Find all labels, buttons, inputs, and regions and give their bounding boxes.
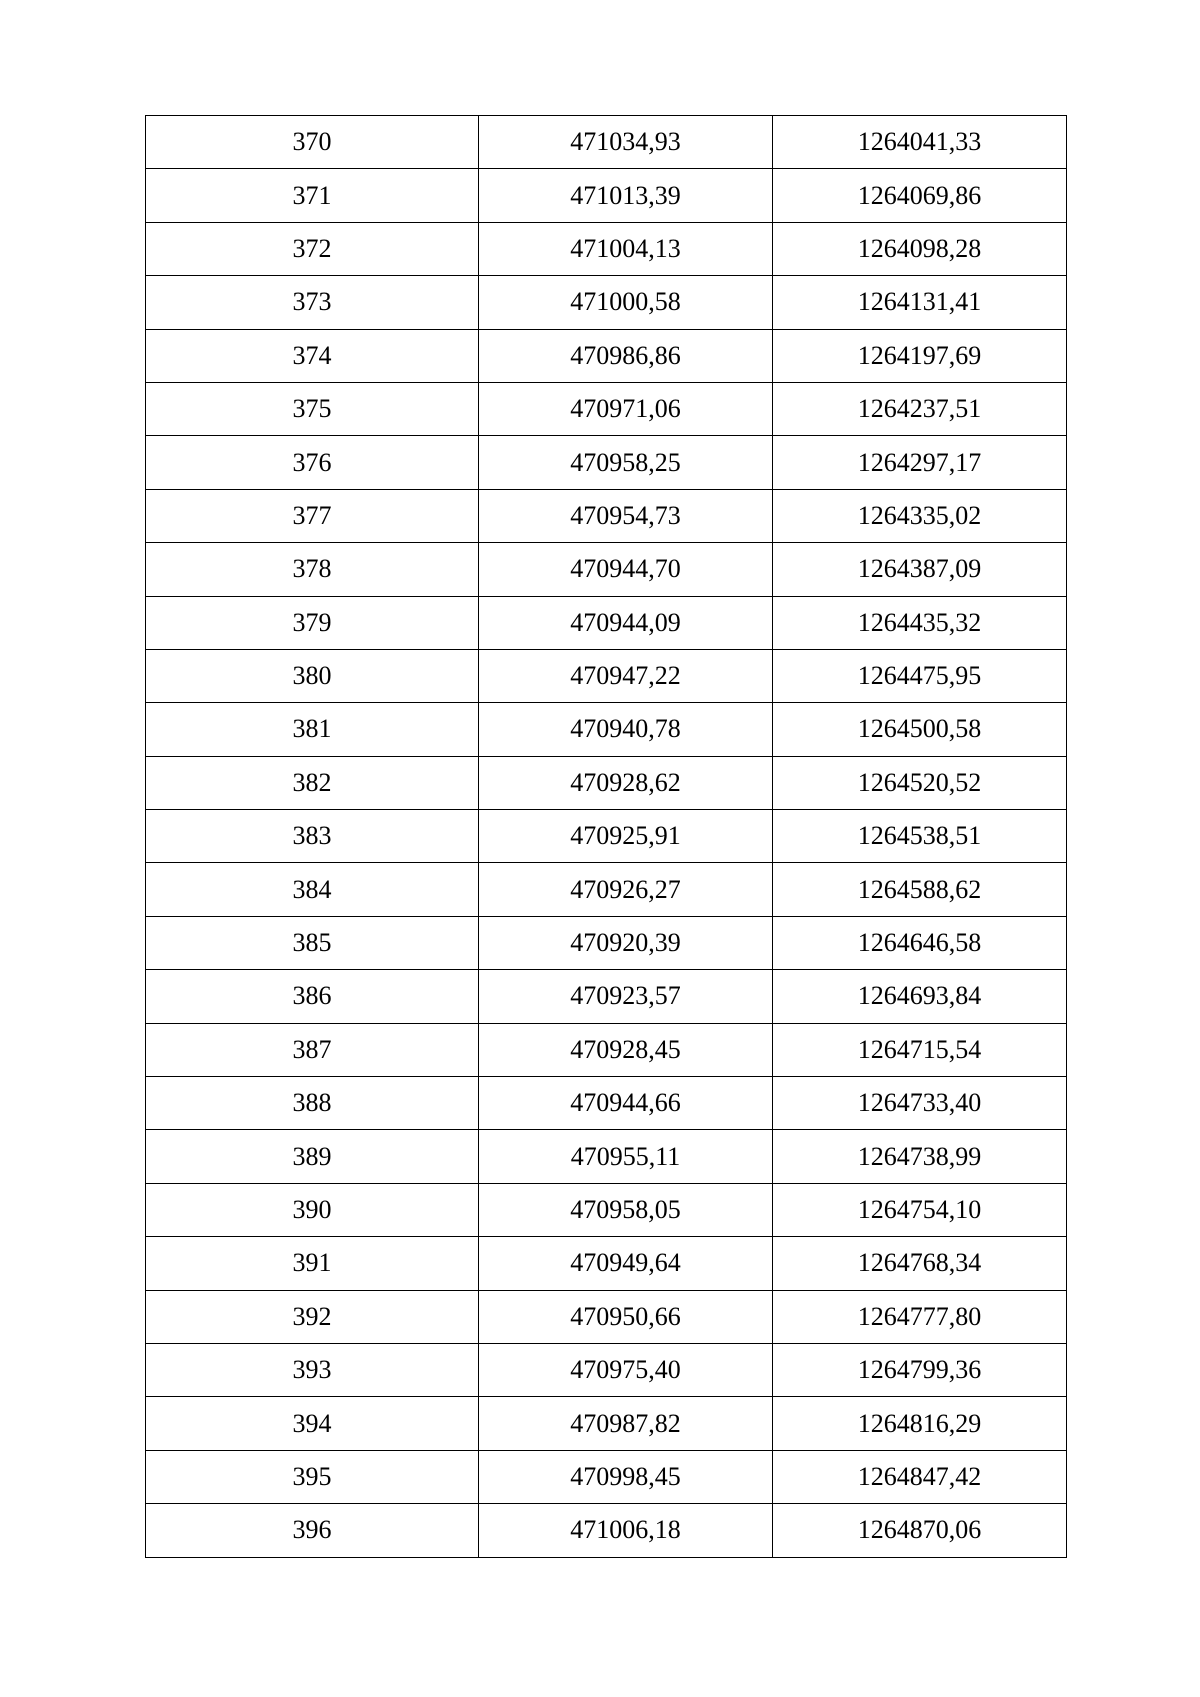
- table-row: [146, 276, 1067, 329]
- point-number-cell: 380: [146, 649, 479, 702]
- y-coordinate-cell: 1264733,40: [773, 1077, 1067, 1130]
- point-number-cell: 379: [146, 596, 479, 649]
- table-row: [146, 382, 1067, 435]
- point-number-cell: 375: [146, 382, 479, 435]
- y-coordinate-cell: 1264816,29: [773, 1397, 1067, 1450]
- table-row: [146, 1450, 1067, 1503]
- point-number-cell: 391: [146, 1237, 479, 1290]
- x-coordinate-cell: 471013,39: [479, 169, 773, 222]
- y-coordinate-cell: 1264387,09: [773, 543, 1067, 596]
- point-number-cell: 387: [146, 1023, 479, 1076]
- x-coordinate-cell: 471006,18: [479, 1504, 773, 1557]
- y-coordinate-cell: 1264754,10: [773, 1183, 1067, 1236]
- point-number-cell: 392: [146, 1290, 479, 1343]
- x-coordinate-cell: 470920,39: [479, 916, 773, 969]
- point-number-cell: 374: [146, 329, 479, 382]
- point-number-cell: 385: [146, 916, 479, 969]
- x-coordinate-cell: 470971,06: [479, 382, 773, 435]
- y-coordinate-cell: 1264715,54: [773, 1023, 1067, 1076]
- x-coordinate-cell: 470928,45: [479, 1023, 773, 1076]
- x-coordinate-cell: 470954,73: [479, 489, 773, 542]
- y-coordinate-cell: 1264646,58: [773, 916, 1067, 969]
- y-coordinate-cell: 1264738,99: [773, 1130, 1067, 1183]
- point-number-cell: 377: [146, 489, 479, 542]
- point-number-cell: 372: [146, 222, 479, 275]
- point-number-cell: 393: [146, 1343, 479, 1396]
- x-coordinate-cell: 470998,45: [479, 1450, 773, 1503]
- x-coordinate-cell: 470987,82: [479, 1397, 773, 1450]
- table-row: [146, 116, 1067, 169]
- table-row: [146, 1077, 1067, 1130]
- x-coordinate-cell: 470923,57: [479, 970, 773, 1023]
- point-number-cell: 395: [146, 1450, 479, 1503]
- table-row: [146, 1130, 1067, 1183]
- point-number-cell: 396: [146, 1504, 479, 1557]
- x-coordinate-cell: 470986,86: [479, 329, 773, 382]
- point-number-cell: 389: [146, 1130, 479, 1183]
- table-row: [146, 863, 1067, 916]
- point-number-cell: 386: [146, 970, 479, 1023]
- x-coordinate-cell: 470925,91: [479, 810, 773, 863]
- point-number-cell: 376: [146, 436, 479, 489]
- y-coordinate-cell: 1264538,51: [773, 810, 1067, 863]
- table-row: [146, 649, 1067, 702]
- point-number-cell: 378: [146, 543, 479, 596]
- y-coordinate-cell: 1264237,51: [773, 382, 1067, 435]
- x-coordinate-cell: 470926,27: [479, 863, 773, 916]
- x-coordinate-cell: 470944,66: [479, 1077, 773, 1130]
- y-coordinate-cell: 1264131,41: [773, 276, 1067, 329]
- table-row: [146, 756, 1067, 809]
- point-number-cell: 370: [146, 116, 479, 169]
- x-coordinate-cell: 470955,11: [479, 1130, 773, 1183]
- table-row: [146, 329, 1067, 382]
- table-row: [146, 1290, 1067, 1343]
- table-row: [146, 1023, 1067, 1076]
- y-coordinate-cell: 1264768,34: [773, 1237, 1067, 1290]
- y-coordinate-cell: 1264588,62: [773, 863, 1067, 916]
- x-coordinate-cell: 470947,22: [479, 649, 773, 702]
- point-number-cell: 373: [146, 276, 479, 329]
- table-row: [146, 1183, 1067, 1236]
- y-coordinate-cell: 1264520,52: [773, 756, 1067, 809]
- x-coordinate-cell: 470949,64: [479, 1237, 773, 1290]
- table-row: [146, 703, 1067, 756]
- table-row: [146, 1237, 1067, 1290]
- y-coordinate-cell: 1264777,80: [773, 1290, 1067, 1343]
- point-number-cell: 384: [146, 863, 479, 916]
- x-coordinate-cell: 470975,40: [479, 1343, 773, 1396]
- x-coordinate-cell: 471000,58: [479, 276, 773, 329]
- y-coordinate-cell: 1264475,95: [773, 649, 1067, 702]
- point-number-cell: 390: [146, 1183, 479, 1236]
- table-row: [146, 916, 1067, 969]
- y-coordinate-cell: 1264069,86: [773, 169, 1067, 222]
- table-row: [146, 1504, 1067, 1557]
- table-row: [146, 1397, 1067, 1450]
- table-row: [146, 970, 1067, 1023]
- table-row: [146, 810, 1067, 863]
- point-number-cell: 381: [146, 703, 479, 756]
- point-number-cell: 383: [146, 810, 479, 863]
- x-coordinate-cell: 470958,25: [479, 436, 773, 489]
- coordinates-table-body: [146, 116, 1067, 1558]
- y-coordinate-cell: 1264297,17: [773, 436, 1067, 489]
- x-coordinate-cell: 470944,70: [479, 543, 773, 596]
- table-row: [146, 596, 1067, 649]
- table-row: [146, 169, 1067, 222]
- y-coordinate-cell: 1264799,36: [773, 1343, 1067, 1396]
- table-row: [146, 1343, 1067, 1396]
- table-row: [146, 222, 1067, 275]
- y-coordinate-cell: 1264870,06: [773, 1504, 1067, 1557]
- point-number-cell: 394: [146, 1397, 479, 1450]
- table-row: [146, 489, 1067, 542]
- x-coordinate-cell: 471034,93: [479, 116, 773, 169]
- y-coordinate-cell: 1264335,02: [773, 489, 1067, 542]
- coordinates-table: [145, 115, 1067, 1558]
- x-coordinate-cell: 470928,62: [479, 756, 773, 809]
- point-number-cell: 382: [146, 756, 479, 809]
- y-coordinate-cell: 1264500,58: [773, 703, 1067, 756]
- y-coordinate-cell: 1264098,28: [773, 222, 1067, 275]
- y-coordinate-cell: 1264435,32: [773, 596, 1067, 649]
- x-coordinate-cell: 470940,78: [479, 703, 773, 756]
- y-coordinate-cell: 1264847,42: [773, 1450, 1067, 1503]
- x-coordinate-cell: 470958,05: [479, 1183, 773, 1236]
- x-coordinate-cell: 470944,09: [479, 596, 773, 649]
- point-number-cell: 388: [146, 1077, 479, 1130]
- y-coordinate-cell: 1264693,84: [773, 970, 1067, 1023]
- x-coordinate-cell: 470950,66: [479, 1290, 773, 1343]
- table-row: [146, 543, 1067, 596]
- x-coordinate-cell: 471004,13: [479, 222, 773, 275]
- y-coordinate-cell: 1264041,33: [773, 116, 1067, 169]
- y-coordinate-cell: 1264197,69: [773, 329, 1067, 382]
- table-row: [146, 436, 1067, 489]
- point-number-cell: 371: [146, 169, 479, 222]
